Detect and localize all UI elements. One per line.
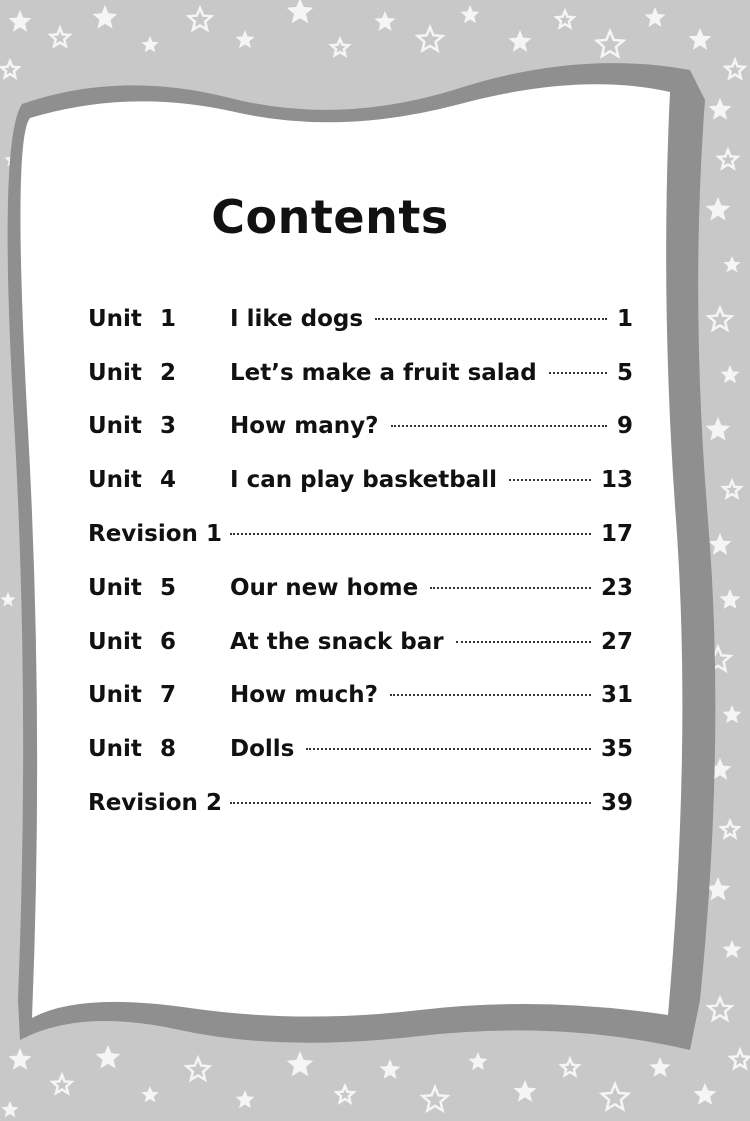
unit-label: Unit bbox=[88, 306, 142, 332]
dot-leader bbox=[509, 479, 591, 481]
entry-title: I can play basketball bbox=[230, 467, 497, 493]
unit-label: Unit bbox=[88, 682, 142, 708]
dot-leader bbox=[230, 533, 591, 535]
unit-number: 5 bbox=[159, 575, 176, 601]
unit-number: 4 bbox=[159, 467, 176, 493]
revision-label: Revision 1 bbox=[88, 521, 222, 547]
toc-entry-revision[interactable] bbox=[88, 521, 633, 557]
toc-entry[interactable] bbox=[88, 413, 633, 449]
dot-leader bbox=[375, 318, 607, 320]
toc-entry-revision[interactable] bbox=[88, 790, 633, 826]
unit-number: 8 bbox=[159, 736, 176, 762]
revision-label: Revision 2 bbox=[88, 790, 222, 816]
unit-number: 1 bbox=[159, 306, 176, 332]
toc-entry[interactable] bbox=[88, 360, 633, 396]
unit-label: Unit bbox=[88, 360, 142, 386]
unit-label: Unit bbox=[88, 467, 142, 493]
page-number: 31 bbox=[600, 682, 633, 708]
page-number: 39 bbox=[600, 790, 633, 816]
dot-leader bbox=[390, 694, 591, 696]
unit-number: 3 bbox=[159, 413, 176, 439]
unit-number: 7 bbox=[159, 682, 176, 708]
page-number: 13 bbox=[600, 467, 633, 493]
toc-entry[interactable] bbox=[88, 575, 633, 611]
entry-title: Dolls bbox=[230, 736, 295, 762]
entry-title: How many? bbox=[230, 413, 379, 439]
page-number: 9 bbox=[616, 413, 633, 439]
unit-number: 6 bbox=[159, 629, 176, 655]
page-number: 1 bbox=[616, 306, 633, 332]
entry-title: How much? bbox=[230, 682, 378, 708]
dot-leader bbox=[230, 802, 591, 804]
page-title: Contents bbox=[211, 190, 449, 244]
page-number: 17 bbox=[600, 521, 633, 547]
toc-entry[interactable] bbox=[88, 629, 633, 665]
toc-entry[interactable] bbox=[88, 306, 633, 342]
dot-leader bbox=[391, 425, 607, 427]
page-number: 23 bbox=[600, 575, 633, 601]
page-number: 35 bbox=[600, 736, 633, 762]
unit-label: Unit bbox=[88, 736, 142, 762]
toc-entry[interactable] bbox=[88, 682, 633, 718]
unit-number: 2 bbox=[159, 360, 176, 386]
toc-entry[interactable] bbox=[88, 736, 633, 772]
dot-leader bbox=[306, 748, 591, 750]
unit-label: Unit bbox=[88, 413, 142, 439]
entry-title: Our new home bbox=[230, 575, 419, 601]
entry-title: I like dogs bbox=[230, 306, 364, 332]
unit-label: Unit bbox=[88, 629, 142, 655]
dot-leader bbox=[549, 372, 607, 374]
dot-leader bbox=[456, 641, 591, 643]
entry-title: At the snack bar bbox=[230, 629, 444, 655]
toc-entry[interactable] bbox=[88, 467, 633, 503]
page-number: 5 bbox=[616, 360, 633, 386]
dot-leader bbox=[430, 587, 591, 589]
entry-title: Let’s make a fruit salad bbox=[230, 360, 537, 386]
page-number: 27 bbox=[600, 629, 633, 655]
unit-label: Unit bbox=[88, 575, 142, 601]
